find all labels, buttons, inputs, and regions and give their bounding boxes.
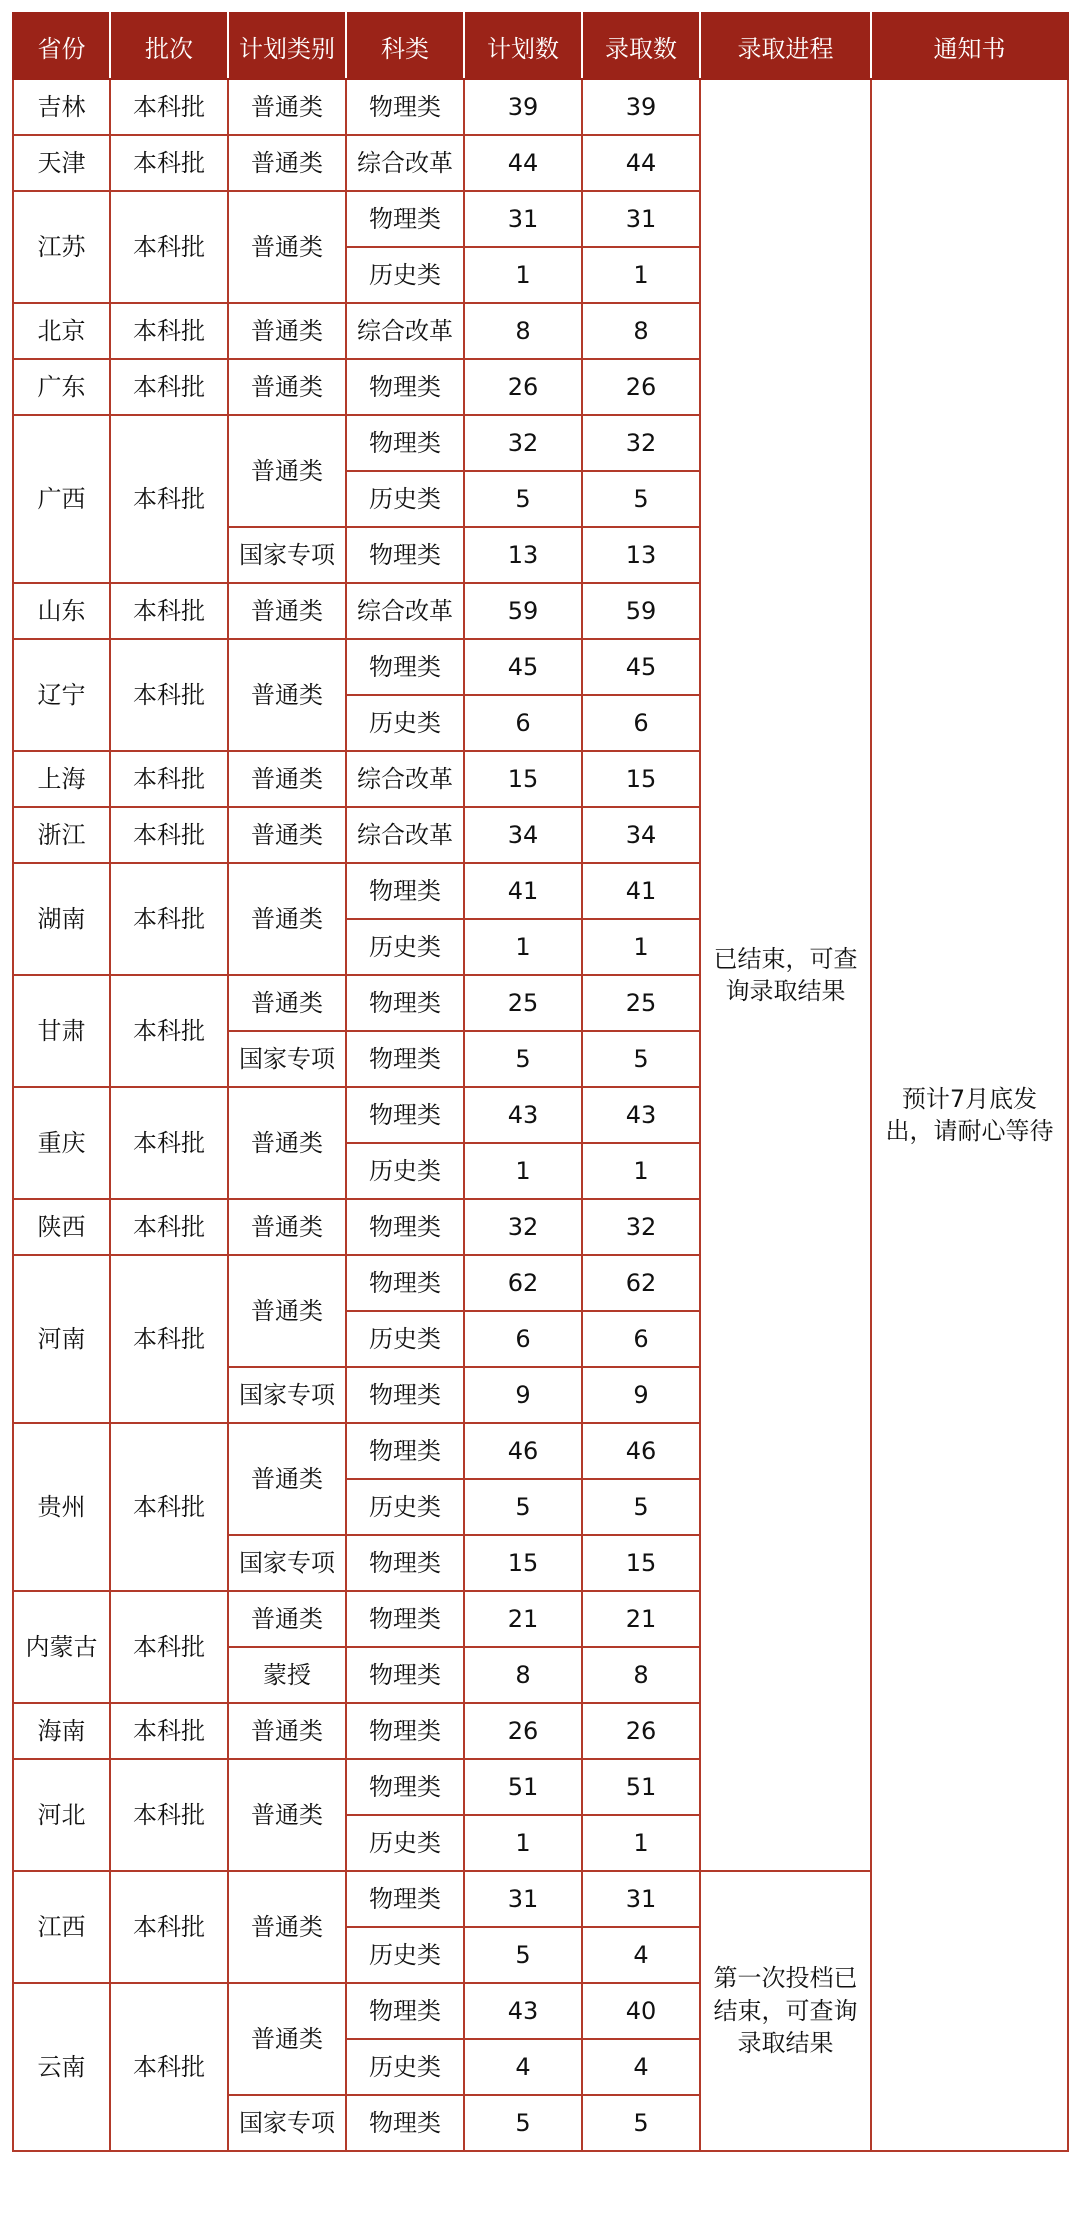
- plan-count-cell: 32: [464, 1199, 582, 1255]
- subject-cell: 物理类: [346, 1087, 464, 1143]
- plan-count-cell: 34: [464, 807, 582, 863]
- subject-cell: 物理类: [346, 1871, 464, 1927]
- admitted-count-cell: 15: [582, 751, 700, 807]
- plan-count-cell: 6: [464, 695, 582, 751]
- province-cell: 浙江: [13, 807, 110, 863]
- province-cell: 陕西: [13, 1199, 110, 1255]
- subject-cell: 物理类: [346, 1367, 464, 1423]
- batch-cell: 本科批: [110, 1703, 228, 1759]
- admitted-count-cell: 45: [582, 639, 700, 695]
- admitted-count-cell: 21: [582, 1591, 700, 1647]
- subject-cell: 历史类: [346, 2039, 464, 2095]
- batch-cell: 本科批: [110, 863, 228, 975]
- subject-cell: 综合改革: [346, 751, 464, 807]
- subject-cell: 综合改革: [346, 303, 464, 359]
- batch-cell: 本科批: [110, 1871, 228, 1983]
- plan-type-cell: 普通类: [228, 1199, 346, 1255]
- plan-count-cell: 51: [464, 1759, 582, 1815]
- subject-cell: 物理类: [346, 975, 464, 1031]
- plan-count-cell: 26: [464, 359, 582, 415]
- subject-cell: 物理类: [346, 1759, 464, 1815]
- admission-table-container: [12, 12, 1069, 2152]
- admitted-count-cell: 26: [582, 1703, 700, 1759]
- admitted-count-cell: 1: [582, 247, 700, 303]
- subject-cell: 历史类: [346, 695, 464, 751]
- header-subject: 科类: [346, 13, 464, 79]
- plan-count-cell: 25: [464, 975, 582, 1031]
- batch-cell: 本科批: [110, 1759, 228, 1871]
- batch-cell: 本科批: [110, 1423, 228, 1591]
- subject-cell: 物理类: [346, 1423, 464, 1479]
- batch-cell: 本科批: [110, 751, 228, 807]
- plan-type-cell: 普通类: [228, 303, 346, 359]
- province-cell: 河南: [13, 1255, 110, 1423]
- admitted-count-cell: 41: [582, 863, 700, 919]
- admitted-count-cell: 9: [582, 1367, 700, 1423]
- plan-type-cell: 国家专项: [228, 1535, 346, 1591]
- subject-cell: 物理类: [346, 1199, 464, 1255]
- province-cell: 重庆: [13, 1087, 110, 1199]
- admitted-count-cell: 31: [582, 191, 700, 247]
- subject-cell: 历史类: [346, 1143, 464, 1199]
- plan-count-cell: 26: [464, 1703, 582, 1759]
- plan-type-cell: 普通类: [228, 191, 346, 303]
- plan-type-cell: 普通类: [228, 1255, 346, 1367]
- plan-count-cell: 43: [464, 1087, 582, 1143]
- header-plan-count: 计划数: [464, 13, 582, 79]
- admitted-count-cell: 44: [582, 135, 700, 191]
- header-batch: 批次: [110, 13, 228, 79]
- plan-count-cell: 1: [464, 919, 582, 975]
- plan-count-cell: 21: [464, 1591, 582, 1647]
- province-cell: 河北: [13, 1759, 110, 1871]
- province-cell: 海南: [13, 1703, 110, 1759]
- admitted-count-cell: 62: [582, 1255, 700, 1311]
- batch-cell: 本科批: [110, 359, 228, 415]
- admission-table: [12, 12, 1069, 2152]
- plan-count-cell: 44: [464, 135, 582, 191]
- admitted-count-cell: 1: [582, 1815, 700, 1871]
- batch-cell: 本科批: [110, 975, 228, 1087]
- province-cell: 北京: [13, 303, 110, 359]
- admitted-count-cell: 13: [582, 527, 700, 583]
- admitted-count-cell: 32: [582, 415, 700, 471]
- plan-type-cell: 普通类: [228, 751, 346, 807]
- subject-cell: 物理类: [346, 415, 464, 471]
- plan-type-cell: 普通类: [228, 1703, 346, 1759]
- plan-count-cell: 5: [464, 471, 582, 527]
- subject-cell: 物理类: [346, 359, 464, 415]
- admitted-count-cell: 15: [582, 1535, 700, 1591]
- subject-cell: 物理类: [346, 79, 464, 135]
- subject-cell: 物理类: [346, 527, 464, 583]
- plan-type-cell: 普通类: [228, 583, 346, 639]
- plan-count-cell: 46: [464, 1423, 582, 1479]
- subject-cell: 物理类: [346, 1647, 464, 1703]
- plan-type-cell: 普通类: [228, 79, 346, 135]
- plan-count-cell: 5: [464, 1479, 582, 1535]
- admitted-count-cell: 34: [582, 807, 700, 863]
- progress-note-completed: 已结束，可查询录取结果: [700, 79, 871, 1871]
- province-cell: 甘肃: [13, 975, 110, 1087]
- admitted-count-cell: 4: [582, 1927, 700, 1983]
- admitted-count-cell: 31: [582, 1871, 700, 1927]
- plan-count-cell: 39: [464, 79, 582, 135]
- batch-cell: 本科批: [110, 639, 228, 751]
- province-cell: 贵州: [13, 1423, 110, 1591]
- table-header-row: [13, 13, 1068, 79]
- plan-count-cell: 62: [464, 1255, 582, 1311]
- batch-cell: 本科批: [110, 135, 228, 191]
- province-cell: 天津: [13, 135, 110, 191]
- subject-cell: 物理类: [346, 639, 464, 695]
- batch-cell: 本科批: [110, 415, 228, 583]
- subject-cell: 物理类: [346, 191, 464, 247]
- subject-cell: 物理类: [346, 2095, 464, 2151]
- province-cell: 江苏: [13, 191, 110, 303]
- header-progress: 录取进程: [700, 13, 871, 79]
- plan-count-cell: 31: [464, 191, 582, 247]
- header-notice: 通知书: [871, 13, 1068, 79]
- subject-cell: 综合改革: [346, 807, 464, 863]
- province-cell: 辽宁: [13, 639, 110, 751]
- plan-type-cell: 普通类: [228, 1759, 346, 1871]
- plan-type-cell: 国家专项: [228, 527, 346, 583]
- batch-cell: 本科批: [110, 583, 228, 639]
- plan-count-cell: 1: [464, 1815, 582, 1871]
- plan-count-cell: 1: [464, 1143, 582, 1199]
- admitted-count-cell: 51: [582, 1759, 700, 1815]
- plan-type-cell: 国家专项: [228, 1367, 346, 1423]
- subject-cell: 历史类: [346, 1927, 464, 1983]
- plan-count-cell: 15: [464, 1535, 582, 1591]
- subject-cell: 物理类: [346, 1983, 464, 2039]
- province-cell: 云南: [13, 1983, 110, 2151]
- plan-type-cell: 普通类: [228, 415, 346, 527]
- admitted-count-cell: 1: [582, 1143, 700, 1199]
- plan-count-cell: 59: [464, 583, 582, 639]
- plan-type-cell: 普通类: [228, 639, 346, 751]
- plan-count-cell: 9: [464, 1367, 582, 1423]
- plan-type-cell: 普通类: [228, 135, 346, 191]
- subject-cell: 物理类: [346, 1255, 464, 1311]
- admitted-count-cell: 4: [582, 2039, 700, 2095]
- plan-count-cell: 8: [464, 303, 582, 359]
- admitted-count-cell: 8: [582, 303, 700, 359]
- plan-count-cell: 5: [464, 2095, 582, 2151]
- admitted-count-cell: 8: [582, 1647, 700, 1703]
- subject-cell: 物理类: [346, 863, 464, 919]
- province-cell: 吉林: [13, 79, 110, 135]
- plan-count-cell: 4: [464, 2039, 582, 2095]
- province-cell: 山东: [13, 583, 110, 639]
- subject-cell: 历史类: [346, 919, 464, 975]
- province-cell: 广东: [13, 359, 110, 415]
- admitted-count-cell: 5: [582, 2095, 700, 2151]
- plan-type-cell: 蒙授: [228, 1647, 346, 1703]
- plan-count-cell: 5: [464, 1031, 582, 1087]
- admitted-count-cell: 25: [582, 975, 700, 1031]
- plan-type-cell: 国家专项: [228, 1031, 346, 1087]
- header-admitted-count: 录取数: [582, 13, 700, 79]
- plan-type-cell: 普通类: [228, 1591, 346, 1647]
- admitted-count-cell: 39: [582, 79, 700, 135]
- plan-type-cell: 普通类: [228, 1423, 346, 1535]
- table-row: [13, 79, 1068, 135]
- subject-cell: 物理类: [346, 1031, 464, 1087]
- subject-cell: 历史类: [346, 1311, 464, 1367]
- subject-cell: 历史类: [346, 1479, 464, 1535]
- admitted-count-cell: 46: [582, 1423, 700, 1479]
- plan-type-cell: 普通类: [228, 1871, 346, 1983]
- plan-count-cell: 6: [464, 1311, 582, 1367]
- subject-cell: 历史类: [346, 1815, 464, 1871]
- notice-letter-note: 预计7月底发出，请耐心等待: [871, 79, 1068, 2151]
- subject-cell: 物理类: [346, 1591, 464, 1647]
- admitted-count-cell: 5: [582, 1479, 700, 1535]
- header-province: 省份: [13, 13, 110, 79]
- plan-type-cell: 国家专项: [228, 2095, 346, 2151]
- plan-count-cell: 43: [464, 1983, 582, 2039]
- subject-cell: 历史类: [346, 471, 464, 527]
- plan-count-cell: 41: [464, 863, 582, 919]
- admitted-count-cell: 43: [582, 1087, 700, 1143]
- province-cell: 湖南: [13, 863, 110, 975]
- province-cell: 江西: [13, 1871, 110, 1983]
- batch-cell: 本科批: [110, 807, 228, 863]
- batch-cell: 本科批: [110, 79, 228, 135]
- province-cell: 广西: [13, 415, 110, 583]
- admitted-count-cell: 6: [582, 1311, 700, 1367]
- admitted-count-cell: 1: [582, 919, 700, 975]
- plan-type-cell: 普通类: [228, 1983, 346, 2095]
- subject-cell: 物理类: [346, 1535, 464, 1591]
- admitted-count-cell: 6: [582, 695, 700, 751]
- progress-note-first-round: 第一次投档已结束，可查询录取结果: [700, 1871, 871, 2151]
- header-plan-type: 计划类别: [228, 13, 346, 79]
- plan-count-cell: 8: [464, 1647, 582, 1703]
- plan-type-cell: 普通类: [228, 359, 346, 415]
- admitted-count-cell: 5: [582, 1031, 700, 1087]
- admitted-count-cell: 40: [582, 1983, 700, 2039]
- admitted-count-cell: 26: [582, 359, 700, 415]
- plan-count-cell: 31: [464, 1871, 582, 1927]
- batch-cell: 本科批: [110, 1199, 228, 1255]
- batch-cell: 本科批: [110, 1983, 228, 2151]
- subject-cell: 综合改革: [346, 135, 464, 191]
- admitted-count-cell: 5: [582, 471, 700, 527]
- admitted-count-cell: 32: [582, 1199, 700, 1255]
- province-cell: 内蒙古: [13, 1591, 110, 1703]
- subject-cell: 历史类: [346, 247, 464, 303]
- plan-count-cell: 32: [464, 415, 582, 471]
- plan-count-cell: 45: [464, 639, 582, 695]
- plan-count-cell: 1: [464, 247, 582, 303]
- plan-count-cell: 13: [464, 527, 582, 583]
- plan-type-cell: 普通类: [228, 863, 346, 975]
- admitted-count-cell: 59: [582, 583, 700, 639]
- plan-type-cell: 普通类: [228, 1087, 346, 1199]
- province-cell: 上海: [13, 751, 110, 807]
- plan-type-cell: 普通类: [228, 807, 346, 863]
- plan-count-cell: 15: [464, 751, 582, 807]
- batch-cell: 本科批: [110, 1591, 228, 1703]
- subject-cell: 综合改革: [346, 583, 464, 639]
- batch-cell: 本科批: [110, 191, 228, 303]
- plan-count-cell: 5: [464, 1927, 582, 1983]
- plan-type-cell: 普通类: [228, 975, 346, 1031]
- subject-cell: 物理类: [346, 1703, 464, 1759]
- batch-cell: 本科批: [110, 1255, 228, 1423]
- batch-cell: 本科批: [110, 1087, 228, 1199]
- batch-cell: 本科批: [110, 303, 228, 359]
